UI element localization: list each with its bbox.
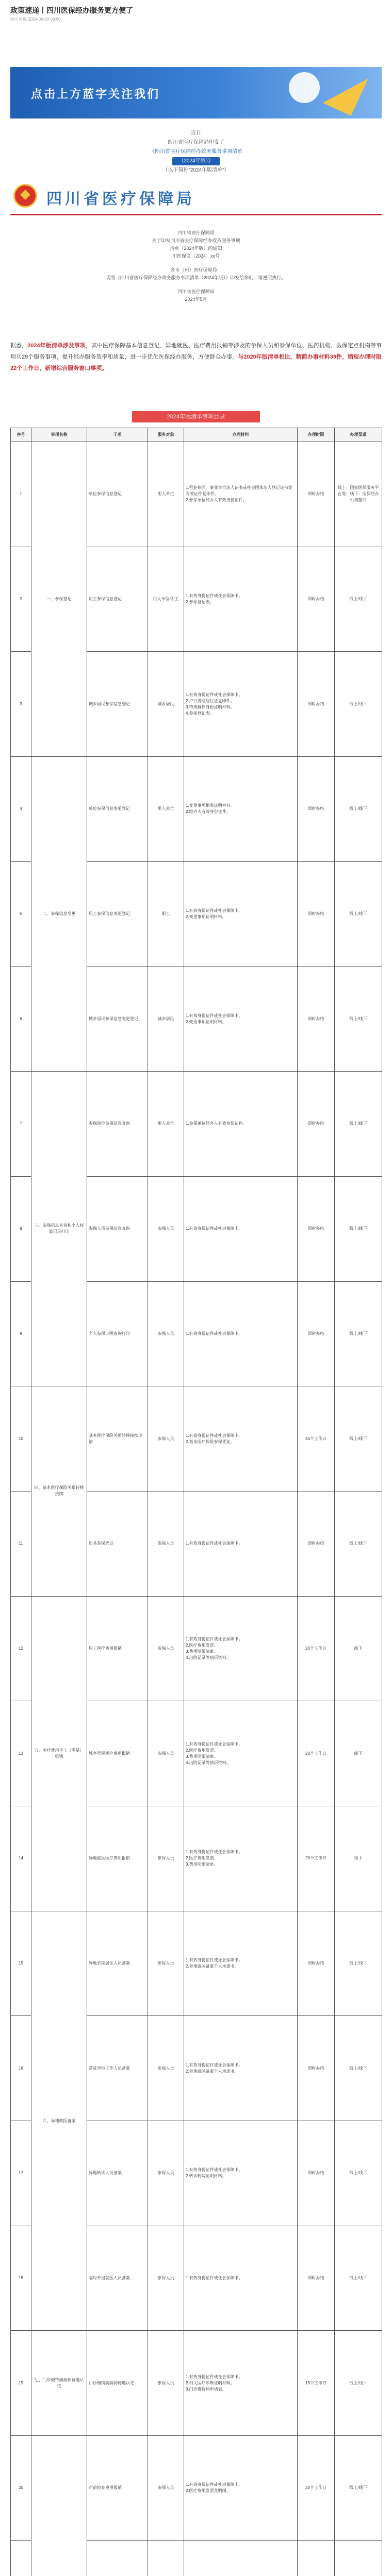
cell-target: 参保人员 [148, 2436, 184, 2541]
cell-sub: 参保单位参保信息查询 [87, 1072, 148, 1177]
cell-time [298, 2540, 335, 2576]
cell-target: 用人单位 [148, 757, 184, 862]
material-item: 4.参保登记表。 [186, 710, 214, 716]
cell-sub: 临时外出就医人员备案 [87, 2226, 148, 2331]
material-item: 4.出院记录等病历资料。 [186, 1760, 231, 1765]
material-item: 1.有效身份证件或社会保障卡。 [186, 1331, 243, 1336]
cell-channel: 线上/线下 [335, 757, 382, 862]
cell-channel: 线上/线下 [335, 2436, 382, 2541]
cell-sub: 基本医疗保险关系转移接续申请 [87, 1386, 148, 1492]
material-item: 3.门诊慢特病申请表。 [186, 2386, 226, 2392]
material-item: 2.参保登记表。 [186, 600, 214, 605]
cell-time: 即时办结 [298, 757, 335, 862]
cell-no: 17 [11, 2121, 31, 2226]
cell-sub: 城乡居民参保信息登记 [87, 652, 148, 757]
cell-materials [184, 1176, 298, 1281]
table-row [11, 2436, 382, 2541]
material-item: 2.变更事项证明材料。 [186, 1019, 226, 1024]
cell-channel: 线上/线下 [335, 1386, 382, 1492]
cell-category: 七、门诊慢特病病种待遇认定 [31, 2331, 87, 2436]
cell-no: 19 [11, 2331, 31, 2436]
cell-sub: 异地转诊人员备案 [87, 2121, 148, 2226]
notice-recipients: 各市（州）医疗保障局： [170, 267, 222, 273]
cell-category: 二、参保信息变更 [31, 757, 87, 1072]
material-item: 1.有效身份证件或社会保障卡。 [186, 2167, 243, 2173]
cell-target: 参保人员 [148, 1806, 184, 1911]
table-row [11, 757, 382, 862]
notice-title-1: 关于印发四川省医疗保障经办政务服务事项 [152, 238, 240, 243]
moon-icon [289, 72, 320, 103]
article-header [10, 5, 382, 22]
cell-channel: 线上/线下 [335, 1176, 382, 1281]
cell-time: 即时办结 [298, 1176, 335, 1281]
cell-materials [184, 757, 298, 862]
material-item: 1.有效身份证件或社会保障卡。 [186, 1541, 243, 1546]
cell-sub: 常驻异地工作人员备案 [87, 2016, 148, 2121]
material-item: 1.有效身份证件或社会保障卡。 [186, 2276, 243, 2281]
cell-materials [184, 1386, 298, 1492]
cell-no: 20 [11, 2436, 31, 2541]
cell-time: 20个工作日 [298, 1701, 335, 1806]
cell-category: 四、基本医疗保险关系转移接续 [31, 1386, 87, 1596]
material-item: 1.有效身份证件或社会保障卡。 [186, 1741, 243, 1747]
lead-link[interactable]: 《四川省医疗保障经办政务服务事项清单 [150, 149, 242, 155]
lead-line3: （以下简称“2024年版清单”） [162, 167, 230, 173]
material-item: 3.费用明细清单。 [186, 1649, 218, 1654]
table-row [11, 442, 382, 547]
cell-channel: 线上/线下 [335, 1072, 382, 1177]
cell-time: 即时办结 [298, 861, 335, 967]
cell-channel: 线下 [335, 1596, 382, 1701]
header-time: 办理时限 [298, 428, 335, 442]
header-name: 事项名称 [31, 428, 87, 442]
cell-target [148, 2540, 184, 2576]
cell-sub: 异地长期居住人员备案 [87, 1911, 148, 2016]
cell-sub: 职工参保信息登记 [87, 547, 148, 652]
material-item: 3.费用明细清单。 [186, 1862, 218, 1867]
cell-no: 5 [11, 861, 31, 967]
table-body [11, 442, 382, 2576]
cell-sub: 参保人员参保信息查询 [87, 1176, 148, 1281]
material-item: 2.变更事项证明材料。 [186, 914, 226, 920]
table-row [11, 2331, 382, 2436]
cell-time: 即时办结 [298, 442, 335, 547]
material-item: 2.医疗费用发票。 [186, 1642, 218, 1648]
cell-materials [184, 1701, 298, 1806]
intro-highlight-2: 与2020年版清单相比，精简办事材料39件，缩短办理时限22个工作日，新增综合服务窗口事项。 [10, 354, 382, 371]
cell-materials [184, 442, 298, 547]
cell-category [31, 2436, 87, 2576]
material-item: 3.特殊群体身份证明材料。 [186, 704, 235, 709]
cell-category: 一、参保登记 [31, 442, 87, 757]
cell-materials [184, 861, 298, 967]
material-item: 2.参保单位经办人有效身份证件。 [186, 498, 247, 503]
cell-no: 10 [11, 1386, 31, 1492]
cell-sub: 单位参保信息变更登记 [87, 757, 148, 862]
lead-line2: 四川省医疗保障局印发了 [168, 140, 224, 145]
notice-closing-1: 现将《四川省医疗保障经办政务服务事项清单（2024年版）》印发给你们，请遵照执行。 [106, 275, 286, 280]
article-title: 政策速递丨四川医保经办服务更方便了 [10, 6, 133, 14]
cell-target: 参保人员 [148, 2016, 184, 2121]
cell-target: 参保人员 [148, 1386, 184, 1492]
header-target: 服务对象 [148, 428, 184, 442]
cell-materials [184, 1072, 298, 1177]
material-item: 2.医疗费用发票。 [186, 1856, 218, 1861]
cell-no: 13 [11, 1701, 31, 1806]
cell-no: 1 [11, 442, 31, 547]
cell-target: 参保人员 [148, 2331, 184, 2436]
intro-text: ，其中医疗保障基本信息登记、异地就医、医疗费用报销等涉及的参保人员和参保单位、医药机构、医保定点机构等事项共29个服务事项，提升经办服务效率和质量，进一步优化医保经办服务，方便群众办事。 [10, 343, 382, 360]
follow-banner[interactable] [10, 67, 382, 118]
cell-target: 参保人员 [148, 1176, 184, 1281]
cell-time: 即时办结 [298, 1491, 335, 1596]
cell-category: 三、参保信息查询和个人权益记录打印 [31, 1072, 87, 1386]
material-item: 1.有效身份证件或社会保障卡。 [186, 1850, 243, 1855]
cell-sub: 职工参保信息变更登记 [87, 861, 148, 967]
cell-sub: 门诊慢特病病种待遇认定 [87, 2331, 148, 2436]
cell-time: 即时办结 [298, 652, 335, 757]
material-item: 1.有效身份证件或社会保障卡。 [186, 2374, 243, 2379]
notice-closing-2: 四川省医疗保障局 [177, 289, 215, 294]
cell-no: 15 [11, 1911, 31, 2016]
cell-time: 20个工作日 [298, 2436, 335, 2541]
cell-no: 9 [11, 1281, 31, 1386]
cell-target: 用人单位 [148, 442, 184, 547]
cell-target: 参保人员 [148, 1281, 184, 1386]
cell-materials [184, 2436, 298, 2541]
cell-target: 用人单位/职工 [148, 547, 184, 652]
cell-target: 参保人员 [148, 1596, 184, 1701]
cell-no: 16 [11, 2016, 31, 2121]
cell-channel: 线上：国家医保服务平台等；线下：医保经办机构窗口 [335, 442, 382, 547]
material-item: 3.费用明细清单。 [186, 1754, 218, 1759]
cell-no: 4 [11, 757, 31, 862]
service-table [10, 428, 382, 2576]
material-item: 1.参保单位经办人有效身份证件。 [186, 1121, 247, 1126]
cell-sub: 个人参保证明查询打印 [87, 1281, 148, 1386]
cell-sub: 异地就医医疗费用报销 [87, 1806, 148, 1911]
cell-no: 7 [11, 1072, 31, 1177]
cell-materials [184, 1281, 298, 1386]
cell-no: 12 [11, 1596, 31, 1701]
cell-no: 3 [11, 652, 31, 757]
material-item: 2.转诊转院证明材料。 [186, 2174, 226, 2179]
bird-icon [323, 67, 368, 116]
material-item: 2.基本医疗保险参保凭证。 [186, 1439, 235, 1444]
cell-channel: 线上/线下 [335, 1281, 382, 1386]
material-item: 2.户口簿或居住证复印件。 [186, 698, 235, 703]
cell-channel: 线上/线下 [335, 652, 382, 757]
cell-sub: 城乡居民医疗费用报销 [87, 1701, 148, 1806]
banner-text: 点击上方蓝字关注我们 [31, 88, 160, 100]
cell-channel: 线上/线下 [335, 2121, 382, 2226]
cell-materials [184, 967, 298, 1072]
material-item: 1.有效身份证件或社会保障卡。 [186, 1636, 243, 1641]
cell-time: 即时办结 [298, 1911, 335, 2016]
lead-section [10, 129, 382, 175]
material-item: 2.异地就医备案个人承诺书。 [186, 1963, 239, 1969]
cell-target: 参保人员 [148, 1911, 184, 2016]
cell-materials [184, 1491, 298, 1596]
material-item: 1.有效身份证件或社会保障卡。 [186, 692, 243, 697]
material-item: 1.有效身份证件或社会保障卡。 [186, 1013, 243, 1018]
notice-body [10, 229, 382, 303]
cell-materials [184, 2540, 298, 2576]
cell-time: 即时办结 [298, 2226, 335, 2331]
cell-category: 五、医疗费用手工（零星）报销 [31, 1596, 87, 1911]
lead-line1: 近日 [191, 130, 201, 136]
material-item: 2.医疗费用发票及明细。 [186, 2488, 231, 2494]
cell-target: 参保人员 [148, 1491, 184, 1596]
cell-channel: 线上/线下 [335, 861, 382, 967]
cell-time: 即时办结 [298, 1072, 335, 1177]
intro-highlight-1: 2024年版清单涉及事项 [27, 343, 86, 349]
header-channel: 办理渠道 [335, 428, 382, 442]
material-item: 1.有效身份证件或社会保障卡。 [186, 1433, 243, 1438]
cell-target: 职工 [148, 861, 184, 967]
table-row [11, 1596, 382, 1701]
cell-target: 城乡居民 [148, 652, 184, 757]
cell-category: 六、异地就医备案 [31, 1911, 87, 2331]
cell-no: 8 [11, 1176, 31, 1281]
cell-time: 45个工作日 [298, 1386, 335, 1492]
service-table-wrap [10, 428, 382, 2576]
cell-channel: 线上/线下 [335, 1491, 382, 1596]
cell-time: 即时办结 [298, 2121, 335, 2226]
header-materials: 办理材料 [184, 428, 298, 442]
material-item: 1.有效身份证件或社会保障卡。 [186, 908, 243, 913]
cell-no: 6 [11, 967, 31, 1072]
cell-materials [184, 2331, 298, 2436]
cell-channel: 线上/线下 [335, 2331, 382, 2436]
notice-issuer: 四川省医疗保障局 [177, 230, 215, 235]
material-item: 4.出院记录等病历资料。 [186, 1655, 231, 1660]
cell-target: 参保人员 [148, 2226, 184, 2331]
cell-materials [184, 652, 298, 757]
material-item: 1.变更事项相关证明材料。 [186, 803, 235, 808]
material-item: 1.有效身份证件或社会保障卡。 [186, 1957, 243, 1962]
cell-time: 15个工作日 [298, 2331, 335, 2436]
cell-time: 即时办结 [298, 967, 335, 1072]
cell-channel: 线上/线下 [335, 2016, 382, 2121]
gov-name: 四川省医疗保障局 [46, 191, 195, 208]
cell-materials [184, 1911, 298, 2016]
cell-channel [335, 2540, 382, 2576]
gov-header [10, 178, 382, 215]
notice-title-2: 清单（2024年版）的通知 [170, 246, 222, 251]
lead-chip: （2024年版）》 [172, 157, 219, 165]
cell-time: 20个工作日 [298, 1806, 335, 1911]
cell-sub: 职工医疗费用报销 [87, 1596, 148, 1701]
cell-materials [184, 1596, 298, 1701]
cell-no: 18 [11, 2226, 31, 2331]
table-header-row [11, 428, 382, 442]
cell-time: 即时办结 [298, 547, 335, 652]
cell-sub: 出具参保凭证 [87, 1491, 148, 1596]
header-sub: 子项 [87, 428, 148, 442]
table-row [11, 1911, 382, 2016]
list-title: 2024年版清单事项目录 [132, 411, 260, 422]
cell-channel: 线下 [335, 1701, 382, 1806]
cell-materials [184, 2226, 298, 2331]
cell-time: 20个工作日 [298, 1596, 335, 1701]
cell-target: 用人单位 [148, 1072, 184, 1177]
material-item: 1.有效身份证件或社会保障卡。 [186, 2062, 243, 2067]
intro-label: 据悉， [10, 343, 28, 349]
cell-no: 2 [11, 547, 31, 652]
table-row [11, 1386, 382, 1492]
cell-channel: 线上/线下 [335, 2226, 382, 2331]
notice-closing-3: 2024年5月 [185, 297, 207, 302]
cell-channel: 线上/线下 [335, 547, 382, 652]
intro-paragraph [10, 340, 382, 374]
cell-target: 参保人员 [148, 1701, 184, 1806]
material-item: 1.有效身份证件或社会保障卡。 [186, 594, 243, 599]
cell-channel: 线下 [335, 1806, 382, 1911]
cell-no [11, 2540, 31, 2576]
cell-sub: 单位参保信息登记 [87, 442, 148, 547]
material-item: 1.有效身份证件或社会保障卡。 [186, 1226, 243, 1231]
cell-sub: 产前检查费用报销 [87, 2436, 148, 2541]
cell-no: 14 [11, 1806, 31, 1911]
material-item: 2.异地就医备案个人承诺书。 [186, 2069, 239, 2074]
cell-time: 即时办结 [298, 1281, 335, 1386]
cell-materials [184, 1806, 298, 1911]
article-meta: 四川医保 2024-06-03 09:00 [10, 17, 61, 22]
cell-target: 参保人员 [148, 2121, 184, 2226]
material-item: 1.有效身份证件或社会保障卡。 [186, 2482, 243, 2487]
header-no: 序号 [11, 428, 31, 442]
notice-doc-no: 川医保发〔2024〕xx号 [172, 253, 220, 259]
cell-materials [184, 2016, 298, 2121]
cell-time: 即时办结 [298, 2016, 335, 2121]
cell-sub: 城乡居民参保信息变更登记 [87, 967, 148, 1072]
material-item: 2.相关医疗诊断证明材料。 [186, 2380, 235, 2385]
emblem-icon [13, 184, 37, 208]
table-row [11, 1072, 382, 1177]
cell-materials [184, 547, 298, 652]
cell-target: 城乡居民 [148, 967, 184, 1072]
material-item: 2.经办人有效身份证件。 [186, 809, 231, 815]
material-item: 1.营业执照、事业单位法人证书或社会团体法人登记证书等有效证件复印件。 [186, 485, 292, 497]
cell-materials [184, 2121, 298, 2226]
cell-channel: 线上/线下 [335, 1911, 382, 2016]
cell-sub [87, 2540, 148, 2576]
material-item: 2.医疗费用发票。 [186, 1748, 218, 1753]
cell-no: 11 [11, 1491, 31, 1596]
cell-channel: 线上/线下 [335, 967, 382, 1072]
